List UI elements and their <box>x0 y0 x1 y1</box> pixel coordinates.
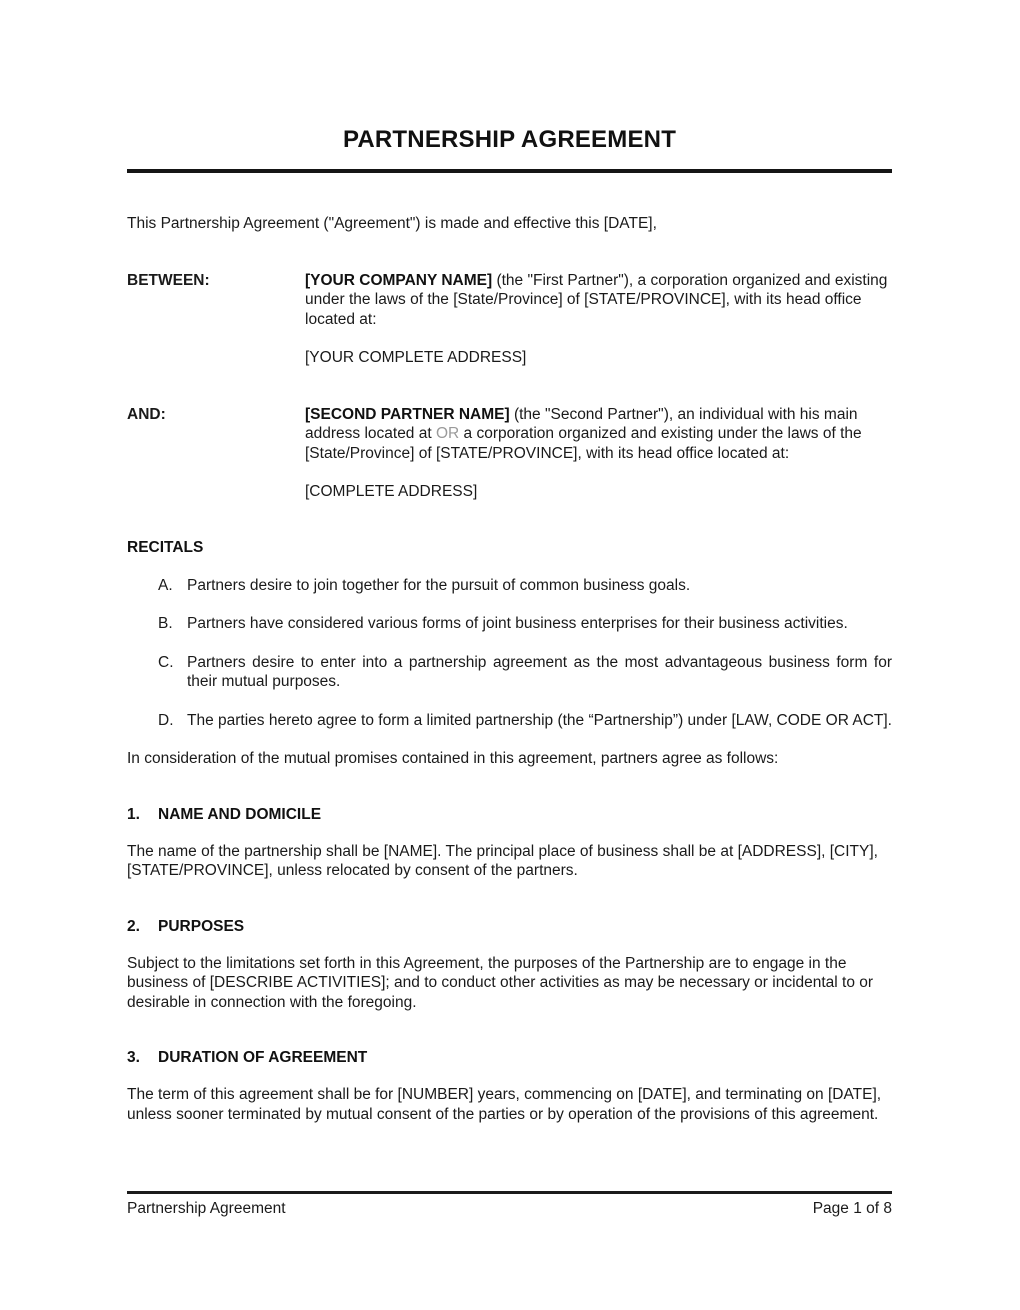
document-page <box>127 0 892 1310</box>
and-description-text-1: (the "Second Partner"), an individual with his main address located at <box>305 405 858 442</box>
footer-row <box>127 1200 892 1218</box>
footer-page-number: Page 1 of 8 <box>812 1200 892 1217</box>
and-section <box>127 405 892 502</box>
section-2-heading <box>127 918 892 936</box>
section-number: 3. <box>127 1049 140 1066</box>
title-rule <box>127 169 892 173</box>
between-description-text: (the "First Partner"), a corporation organized and existing under the laws of the [State/Province] of [STATE/PROVINCE], with its head office located at: <box>305 271 888 328</box>
and-description <box>305 405 892 464</box>
second-partner-name: [SECOND PARTNER NAME] <box>305 405 510 423</box>
between-section <box>127 271 892 368</box>
document-title: PARTNERSHIP AGREEMENT <box>342 126 677 153</box>
recitals-heading: RECITALS <box>127 538 204 556</box>
and-description-text-2: a corporation organized and existing under the laws of the [State/Province] of [STATE/PROVINCE], with its head office located at: <box>305 425 862 462</box>
and-label: AND: <box>127 405 166 423</box>
between-address: [YOUR COMPLETE ADDRESS] <box>305 349 527 366</box>
recital-text: Partners desire to join together for the pursuit of common business goals. <box>187 576 691 594</box>
section-title: DURATION OF AGREEMENT <box>158 1049 368 1066</box>
recital-letter: B. <box>158 615 173 632</box>
footer-document-name: Partnership Agreement <box>127 1200 286 1217</box>
recital-text: The parties hereto agree to form a limited partnership (the “Partnership”) under [LAW, CODE OR ACT]. <box>187 711 892 729</box>
recital-text: Partners desire to enter into a partnership agreement as the most advantageous business form for their mutual purposes. <box>187 653 892 690</box>
section-number: 2. <box>127 917 140 935</box>
section-1-heading <box>127 806 892 824</box>
recital-item-c <box>158 653 892 692</box>
section-1-body: The name of the partnership shall be [NAME]. The principal place of business shall be at [ADDRESS], [CITY], [STATE/PROVINCE], unless relocated by consent of the partners. <box>127 842 878 879</box>
and-address: [COMPLETE ADDRESS] <box>305 483 478 500</box>
recital-item-a <box>158 576 892 596</box>
recital-letter: A. <box>158 576 173 594</box>
recital-item-b <box>158 614 892 634</box>
first-partner-name: [YOUR COMPANY NAME] <box>305 271 493 289</box>
section-title: NAME AND DOMICILE <box>158 805 322 823</box>
section-3-heading <box>127 1049 892 1067</box>
or-conjunction: OR <box>435 425 460 442</box>
between-content <box>305 271 892 368</box>
section-title: PURPOSES <box>158 917 245 935</box>
recital-letter: C. <box>158 653 174 671</box>
footer-rule <box>127 1191 892 1194</box>
recital-text: Partners have considered various forms of joint business enterprises for their business activities. <box>187 615 848 632</box>
recital-letter: D. <box>158 711 174 729</box>
section-2-body: Subject to the limitations set forth in this Agreement, the purposes of the Partnership are to engage in the business of [DESCRIBE ACTIVITIES]; and to conduct other activities as may be necessary or incidental to or desirable in connection with the foregoing. <box>127 954 874 1011</box>
and-content <box>305 405 892 502</box>
intro-paragraph: This Partnership Agreement ("Agreement") is made and effective this [DATE], <box>127 215 657 232</box>
section-3-body: The term of this agreement shall be for [NUMBER] years, commencing on [DATE], and terminating on [DATE], unless sooner terminated by mutual consent of the parties or by operation of the provisions of this agreement. <box>127 1086 882 1123</box>
consideration-paragraph: In consideration of the mutual promises contained in this agreement, partners agree as follows: <box>127 750 779 767</box>
section-number: 1. <box>127 805 140 823</box>
page-footer <box>127 1191 892 1218</box>
recital-item-d <box>158 711 892 731</box>
between-label: BETWEEN: <box>127 271 210 289</box>
between-description <box>305 271 892 330</box>
